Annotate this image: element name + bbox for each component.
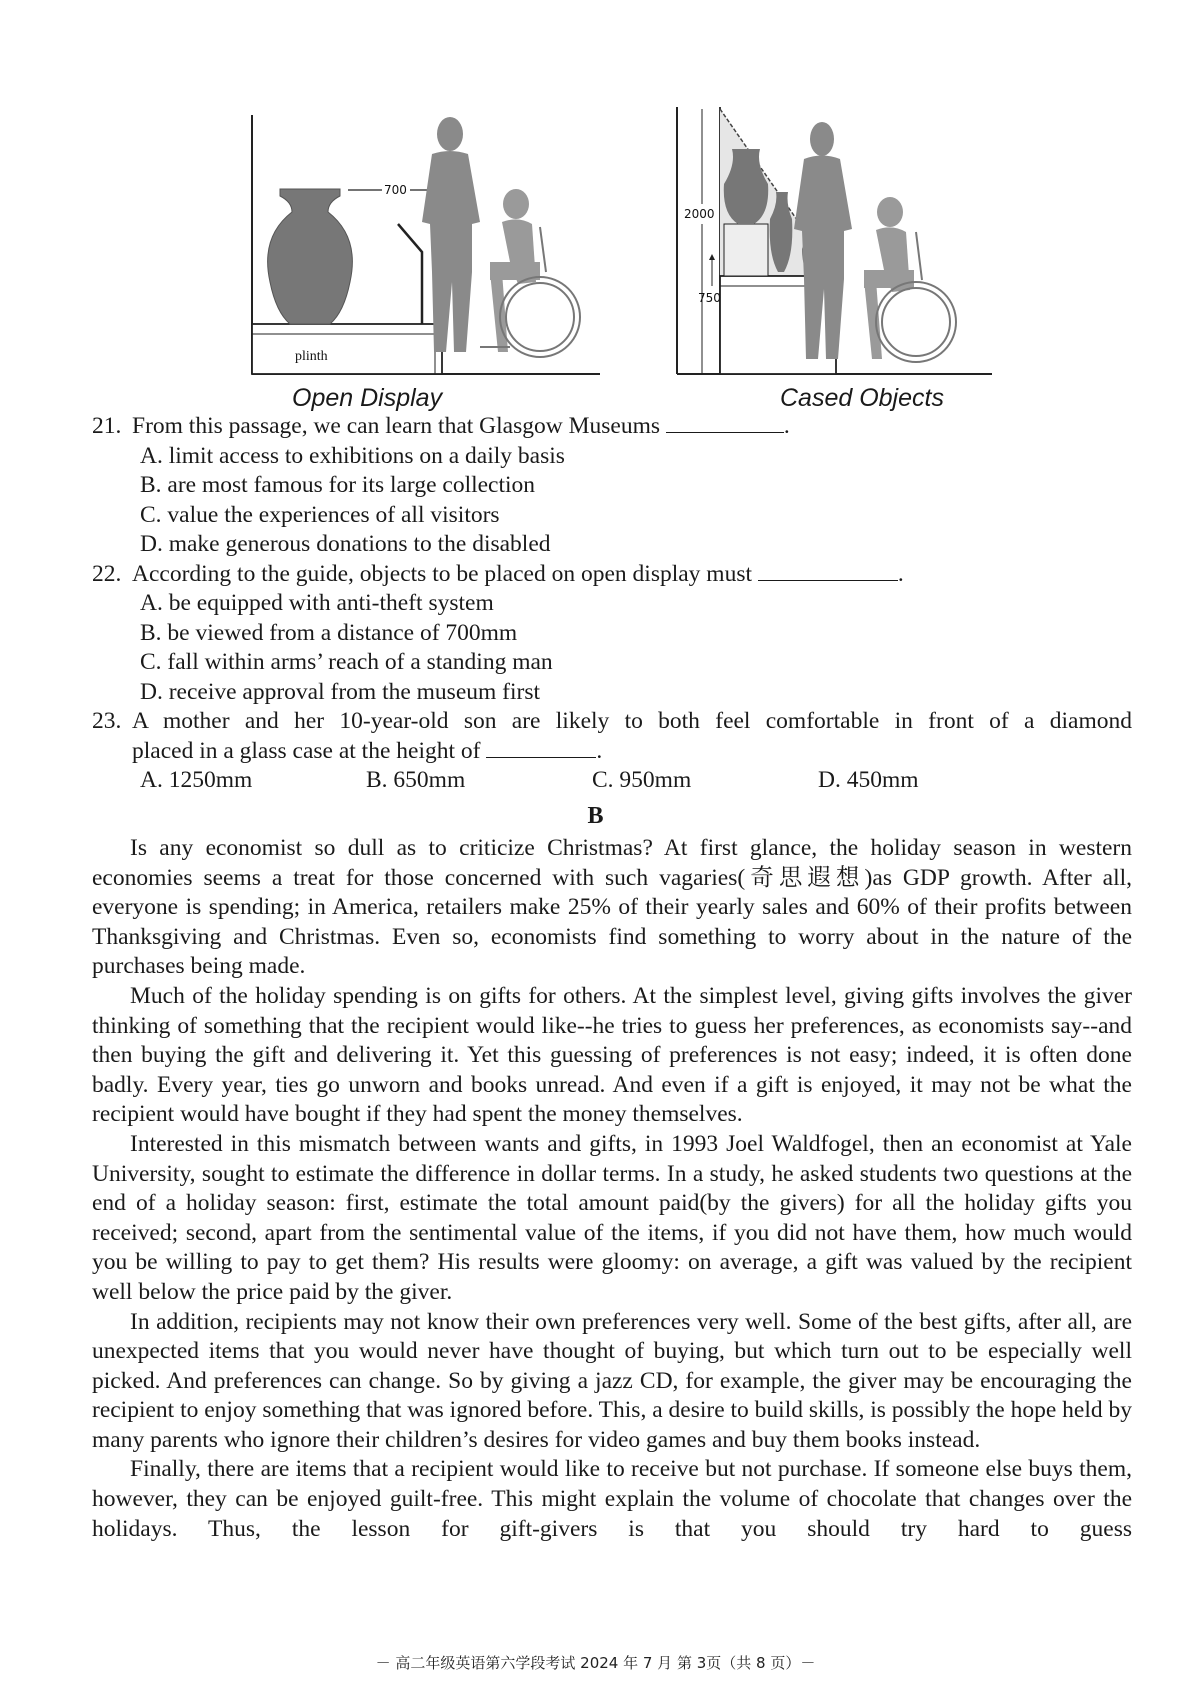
barrier [398,224,422,324]
question-number: 21. [92,413,122,439]
open-display-caption: Open Display [292,384,443,412]
wheelchair-user-silhouette [864,197,914,359]
question-stem: According to the guide, objects to be placed on open display must [132,560,752,587]
option-c: C. 950mm [592,767,692,793]
questions-section [92,412,1132,796]
option-c: C. fall within arms’ reach of a standing man [140,649,553,675]
paragraph: In addition, recipients may not know their own preferences very well. Some of the best gifts, after all, are unexpected items that you would never have thought of buying, but which turn out to be especially well picked. And preferences can change. So by giving a jazz CD, for example, the giver may be encouraging the recipient to enjoy something that was ignored before. This, a desire to build skills, is possibly the hope held by many parents who ignore their children’s desires for video games and buy them books instead. [92,1308,1132,1453]
option-d: D. make generous donations to the disabled [140,531,551,557]
option-a: A. be equipped with anti-theft system [140,590,494,616]
cased-objects-caption: Cased Objects [780,384,944,412]
answer-blank[interactable] [758,560,898,581]
question-stem: From this passage, we can learn that Glasgow Museums [132,413,660,439]
section-label: B [587,803,604,829]
question-21: 21. From this passage, we can learn that Glasgow Museums . [92,412,1132,442]
paragraph: Much of the holiday spending is on gifts for others. At the simplest level, giving gifts involves the giver thinking of something that the recipient would like--he tries to guess her preferences, as economists say--and then buying the gift and delivering it. Yet this guessing of preferences is not easy; indeed, it is often done badly. Every year, ties go unworn and books unread. And even if a gift is enjoyed, it may not be what the recipient would have bought if they had spent the money themselves. [92,982,1132,1128]
option-d: D. 450mm [818,767,919,793]
open-display-figure [240,112,600,377]
height-2000-label: 2000 [684,207,715,221]
page-footer: － 高二年级英语第六学段考试 2024 年 7 月 第 3页（共 8 页）－ [375,1654,816,1672]
question-number: 23. [92,708,122,734]
vase [268,189,353,324]
dimension-700-label: 700 [384,183,407,197]
option-b: B. are most famous for its large collection [140,472,536,498]
plinth [252,324,442,374]
question-stem-line-1: A mother and her 10-year-old son are likely to both feel comfortable in front of a diamond [132,708,1132,734]
paragraph: Finally, there are items that a recipient would like to receive but not purchase. If someone else buys them, however, they can be enjoyed guilt-free. This might explain the volume of chocolate that changes over the holidays. Thus, the lesson for gift-givers is that you should try hard to guess [92,1456,1132,1542]
cased-objects-figure [672,104,992,379]
height-750-label: 750 [698,291,721,305]
question-23: 23. A mother and her 10-year-old son are likely to both feel comfortable in front of a diamond placed in a glass case at the height of . [92,708,1132,764]
standing-man-silhouette [422,117,480,352]
option-d: D. receive approval from the museum first [140,678,541,705]
answer-blank[interactable] [666,412,784,433]
question-number: 22. [92,560,122,587]
option-b: B. 650mm [366,767,466,793]
option-a: A. 1250mm [140,767,253,793]
passage-b [92,834,1132,1544]
options-row [92,766,1132,796]
question-22: 22. According to the guide, objects to be placed on open display must . [92,560,1132,590]
paragraph: Interested in this mismatch between wants and gifts, in 1993 Joel Waldfogel, then an economist at Yale University, sought to estimate the difference in dollar terms. In a study, he asked students two questions at the end of a holiday season: first, estimate the total amount paid(by the givers) for all the holiday gifts you received; second, apart from the sentimental value of the items, if you did not have them, how much would you be willing to pay to get them? His results were gloomy: on average, a gift was valued by the recipient well below the price paid by the giver. [92,1130,1132,1305]
wheelchair-user-silhouette [490,189,540,352]
plinth-label: plinth [295,349,328,364]
question-stem-line-2: placed in a glass case at the height of [132,737,481,764]
option-c: C. value the experiences of all visitors [140,501,500,528]
answer-blank[interactable] [486,737,596,758]
option-a: A. limit access to exhibitions on a daily basis [140,442,565,469]
option-b: B. be viewed from a distance of 700mm [140,619,518,646]
paragraph: Is any economist so dull as to criticize Christmas? At first glance, the holiday season in western economies seems a treat for those concerned with such vagaries(奇思遐想)as GDP growth. After all, everyone is spending; in America, retailers make 25% of their yearly sales and 60% of their profits between Thanksgiving and Christmas. Even so, economists find something to worry about in the nature of the purchases being made. [92,835,1132,980]
